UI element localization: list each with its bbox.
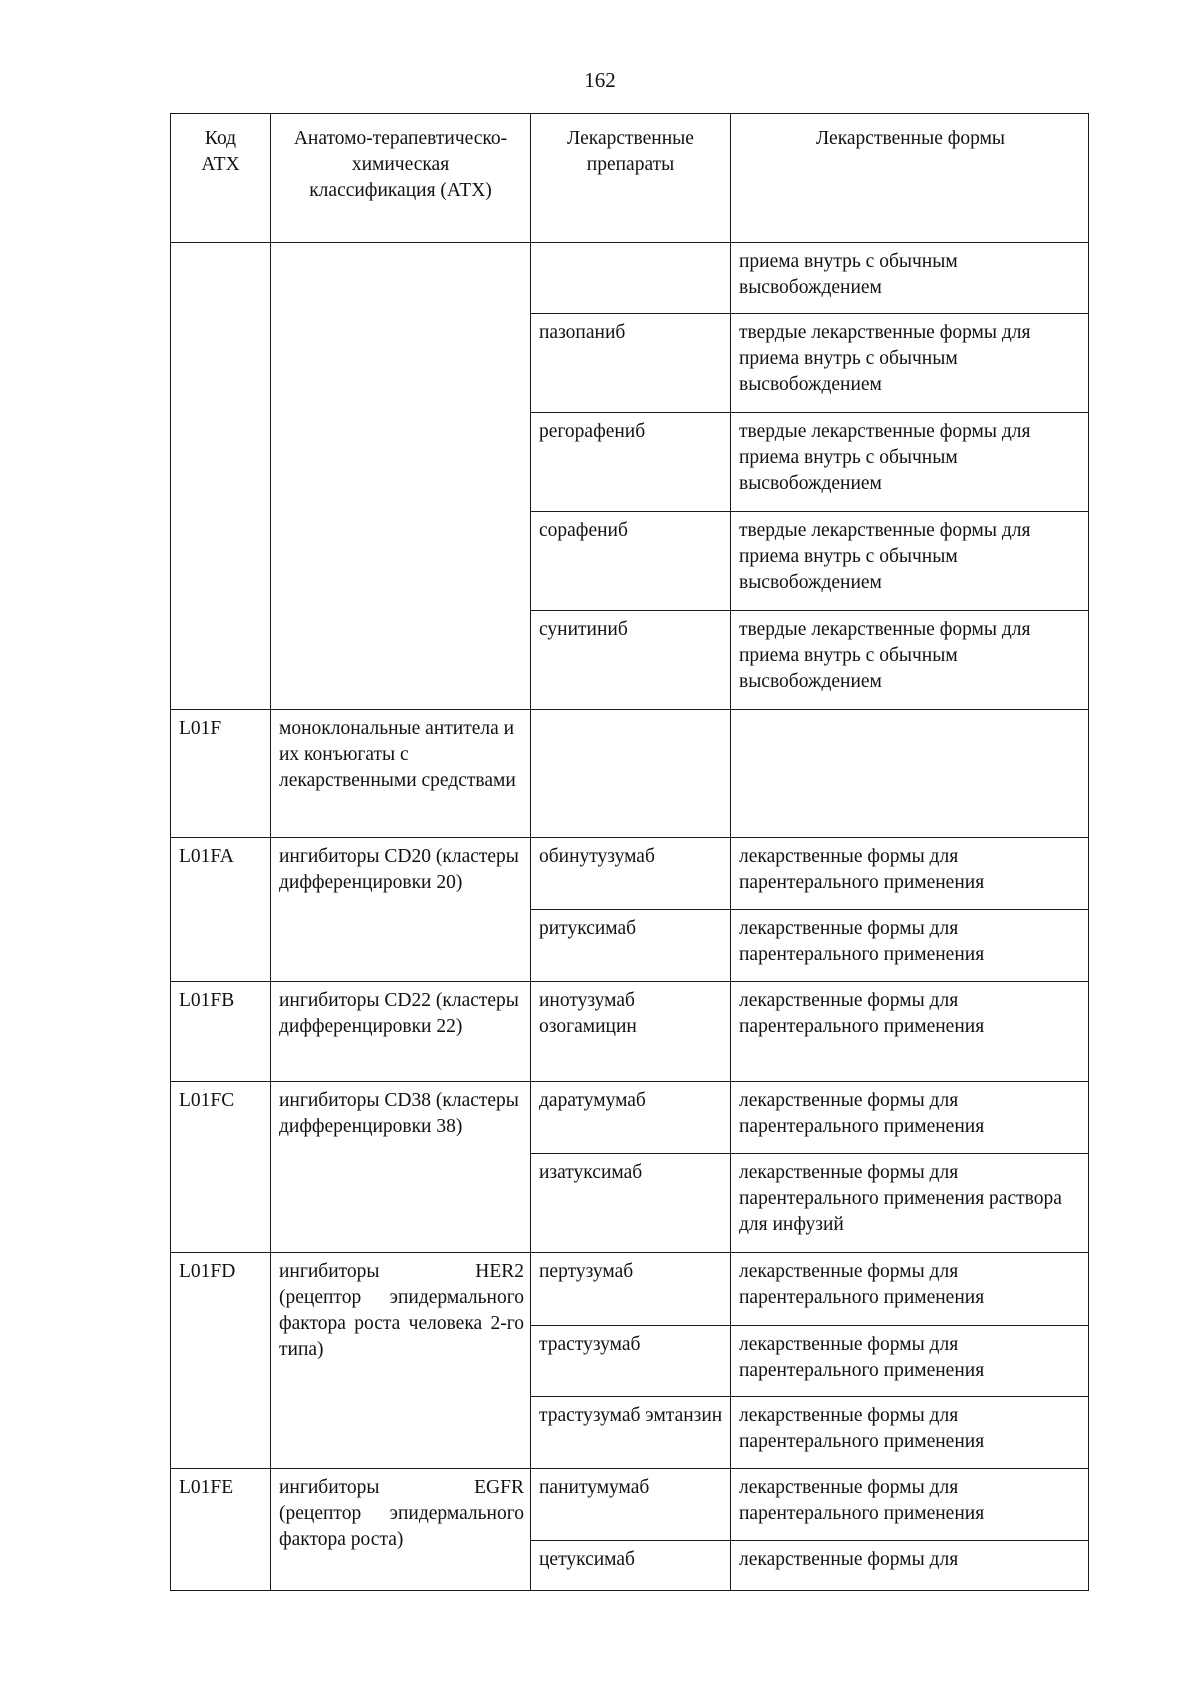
- form-cell: лекарственные формы для парентерального применения: [731, 838, 1089, 910]
- table-row: [171, 982, 1089, 1082]
- drug-cell: даратумумаб: [531, 1082, 731, 1154]
- drug-cell: пертузумаб: [531, 1253, 731, 1326]
- table-row: [171, 1082, 1089, 1154]
- header-drugs: Лекарственные препараты: [531, 114, 731, 243]
- atx-code: L01FC: [171, 1082, 271, 1253]
- drug-cell: цетуксимаб: [531, 1541, 731, 1591]
- form-cell: лекарственные формы для парентерального применения: [731, 1253, 1089, 1326]
- atx-group-name-line: [279, 1475, 524, 1501]
- form-cell-empty: [731, 710, 1089, 838]
- drug-cell-empty: [531, 710, 731, 838]
- atx-group-name: моноклональные антитела и их конъюгаты с лекарственными средствами: [271, 710, 531, 838]
- form-cell: твердые лекарственные формы для приема внутрь с обычным высвобождением: [731, 413, 1089, 512]
- drug-cell: ритуксимаб: [531, 910, 731, 982]
- page-number: 162: [584, 68, 616, 92]
- drug-cell: трастузумаб эмтанзин: [531, 1397, 731, 1469]
- form-cell: лекарственные формы для парентерального применения: [731, 910, 1089, 982]
- atx-code: L01FB: [171, 982, 271, 1082]
- atx-group-target: HER2: [475, 1261, 524, 1282]
- drug-cell: панитумумаб: [531, 1469, 731, 1541]
- header-forms: Лекарственные формы: [731, 114, 1089, 243]
- atx-group-target: EGFR: [474, 1477, 524, 1498]
- form-cell: твердые лекарственные формы для приема внутрь с обычным высвобождением: [731, 611, 1089, 710]
- drug-cell: пазопаниб: [531, 314, 731, 413]
- drug-cell: регорафениб: [531, 413, 731, 512]
- form-cell: твердые лекарственные формы для приема внутрь с обычным высвобождением: [731, 512, 1089, 611]
- form-cell: лекарственные формы для парентерального применения: [731, 1469, 1089, 1541]
- form-cell: твердые лекарственные формы для приема внутрь с обычным высвобождением: [731, 314, 1089, 413]
- table-row: [171, 838, 1089, 910]
- drug-cell: обинутузумаб: [531, 838, 731, 910]
- table-header-row: [171, 114, 1089, 243]
- table-row: [171, 1469, 1089, 1541]
- drug-cell-empty: [531, 243, 731, 314]
- atx-group-name-line: [279, 1259, 524, 1285]
- code-cell-empty: [171, 243, 271, 710]
- atx-group-name-rest: (рецептор эпидермального фактора роста): [279, 1503, 524, 1550]
- atx-code: L01F: [171, 710, 271, 838]
- header-classification: Анатомо-терапевтическо-химическая классификация (АТХ): [271, 114, 531, 243]
- drug-cell: сунитиниб: [531, 611, 731, 710]
- atx-code: L01FA: [171, 838, 271, 982]
- header-code: Код АТХ: [171, 114, 271, 243]
- drug-cell: трастузумаб: [531, 1326, 731, 1397]
- form-cell: лекарственные формы для парентерального применения: [731, 1082, 1089, 1154]
- atx-group-name-word: ингибиторы: [279, 1477, 380, 1498]
- table-row: [171, 710, 1089, 838]
- form-cell: приема внутрь с обычным высвобождением: [731, 243, 1089, 314]
- form-cell: лекарственные формы для парентерального применения: [731, 982, 1089, 1082]
- form-cell: лекарственные формы для: [731, 1541, 1089, 1591]
- form-cell: лекарственные формы для парентерального применения: [731, 1397, 1089, 1469]
- atx-drug-table: [170, 113, 1089, 1591]
- atx-group-name-rest: (рецептор эпидермального фактора роста человека 2-го типа): [279, 1287, 524, 1360]
- drug-cell: изатуксимаб: [531, 1154, 731, 1253]
- form-cell: лекарственные формы для парентерального применения раствора для инфузий: [731, 1154, 1089, 1253]
- classification-cell-empty: [271, 243, 531, 710]
- atx-group-name-word: ингибиторы: [279, 1261, 380, 1282]
- atx-group-name: ингибиторы CD38 (кластеры дифференцировки 38): [271, 1082, 531, 1253]
- atx-group-name: ингибиторы CD20 (кластеры дифференцировки 20): [271, 838, 531, 982]
- atx-group-name: ингибиторы CD22 (кластеры дифференцировки 22): [271, 982, 531, 1082]
- form-cell: лекарственные формы для парентерального применения: [731, 1326, 1089, 1397]
- atx-group-name-cell: [271, 1253, 531, 1469]
- atx-code: L01FD: [171, 1253, 271, 1469]
- atx-code: L01FE: [171, 1469, 271, 1591]
- drug-cell: сорафениб: [531, 512, 731, 611]
- table-row: [171, 243, 1089, 314]
- table-row: [171, 1253, 1089, 1326]
- drug-cell: инотузумаб озогамицин: [531, 982, 731, 1082]
- atx-group-name-cell: [271, 1469, 531, 1591]
